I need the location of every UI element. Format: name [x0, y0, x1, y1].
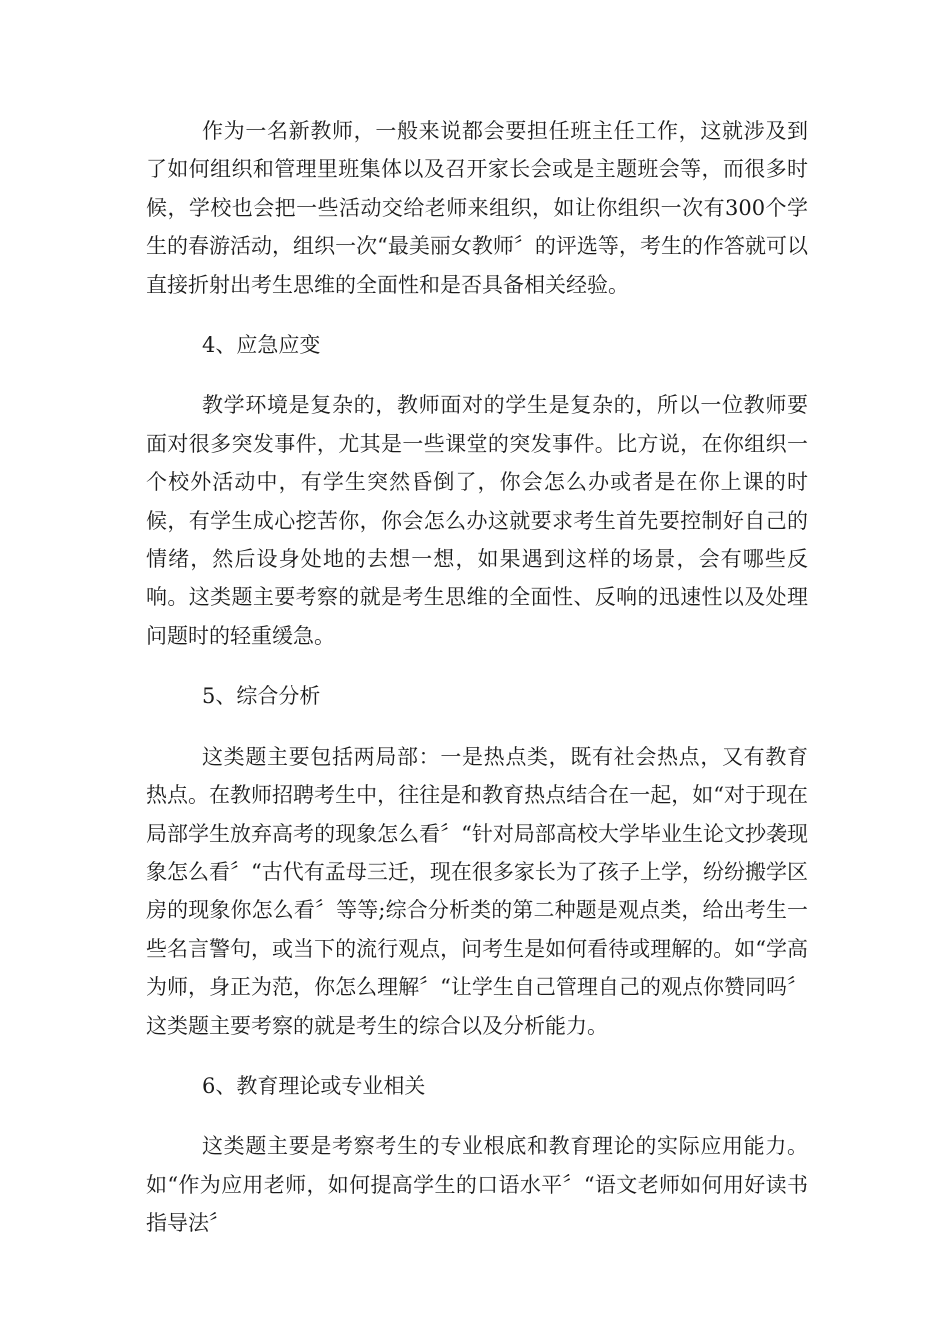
section-heading-emergency: 4、应急应变 [202, 333, 321, 358]
section-heading-theory: 6、教育理论或专业相关 [202, 1073, 426, 1098]
paragraph-analysis: 这类题主要包括两局部：一是热点类，既有社会热点，又有教育热点。在教师招聘考生中，往往是和教育热点结合在一起，如“对于现在局部学生放弃高考的现象怎么看〞“针对局部高校大学毕业生论文抄袭现象怎么看〞“古代有孟母三迁，现在很多家长为了孩子上学，纷纷搬学区房的现象你怎么看〞等等;综合分析类的第二种题是观点类，给出考生一些名言警句，或当下的流行观点，问考生是如何看待或理解的。如“学高为师，身正为范，你怎么理解〞“让学生自己管理自己的观点你赞同吗〞这类题主要考察的就是考生的综合以及分析能力。 [146, 744, 808, 1038]
paragraph-emergency: 教学环境是复杂的，教师面对的学生是复杂的，所以一位教师要面对很多突发事件，尤其是一些课堂的突发事件。比方说，在你组织一个校外活动中，有学生突然昏倒了，你会怎么办或者是在你上课的时候，有学生成心挖苦你，你会怎么办这就要求考生首先要控制好自己的情绪，然后设身处地的去想一想，如果遇到这样的场景，会有哪些反响。这类题主要考察的就是考生思维的全面性、反响的迅速性以及处理问题时的轻重缓急。 [146, 393, 808, 648]
paragraph-theory: 这类题主要是考察考生的专业根底和教育理论的实际应用能力。如“作为应用老师，如何提高学生的口语水平〞“语文老师如何用好读书指导法〞 [146, 1134, 808, 1236]
section-heading-analysis: 5、综合分析 [202, 684, 321, 709]
document-body [146, 112, 808, 1265]
paragraph-class-management: 作为一名新教师，一般来说都会要担任班主任工作，这就涉及到了如何组织和管理里班集体以及召开家长会或是主题班会等，而很多时候，学校也会把一些活动交给老师来组织，如让你组织一次有300个学生的春游活动，组织一次“最美丽女教师〞的评选等，考生的作答就可以直接折射出考生思维的全面性和是否具备相关经验。 [146, 119, 808, 297]
